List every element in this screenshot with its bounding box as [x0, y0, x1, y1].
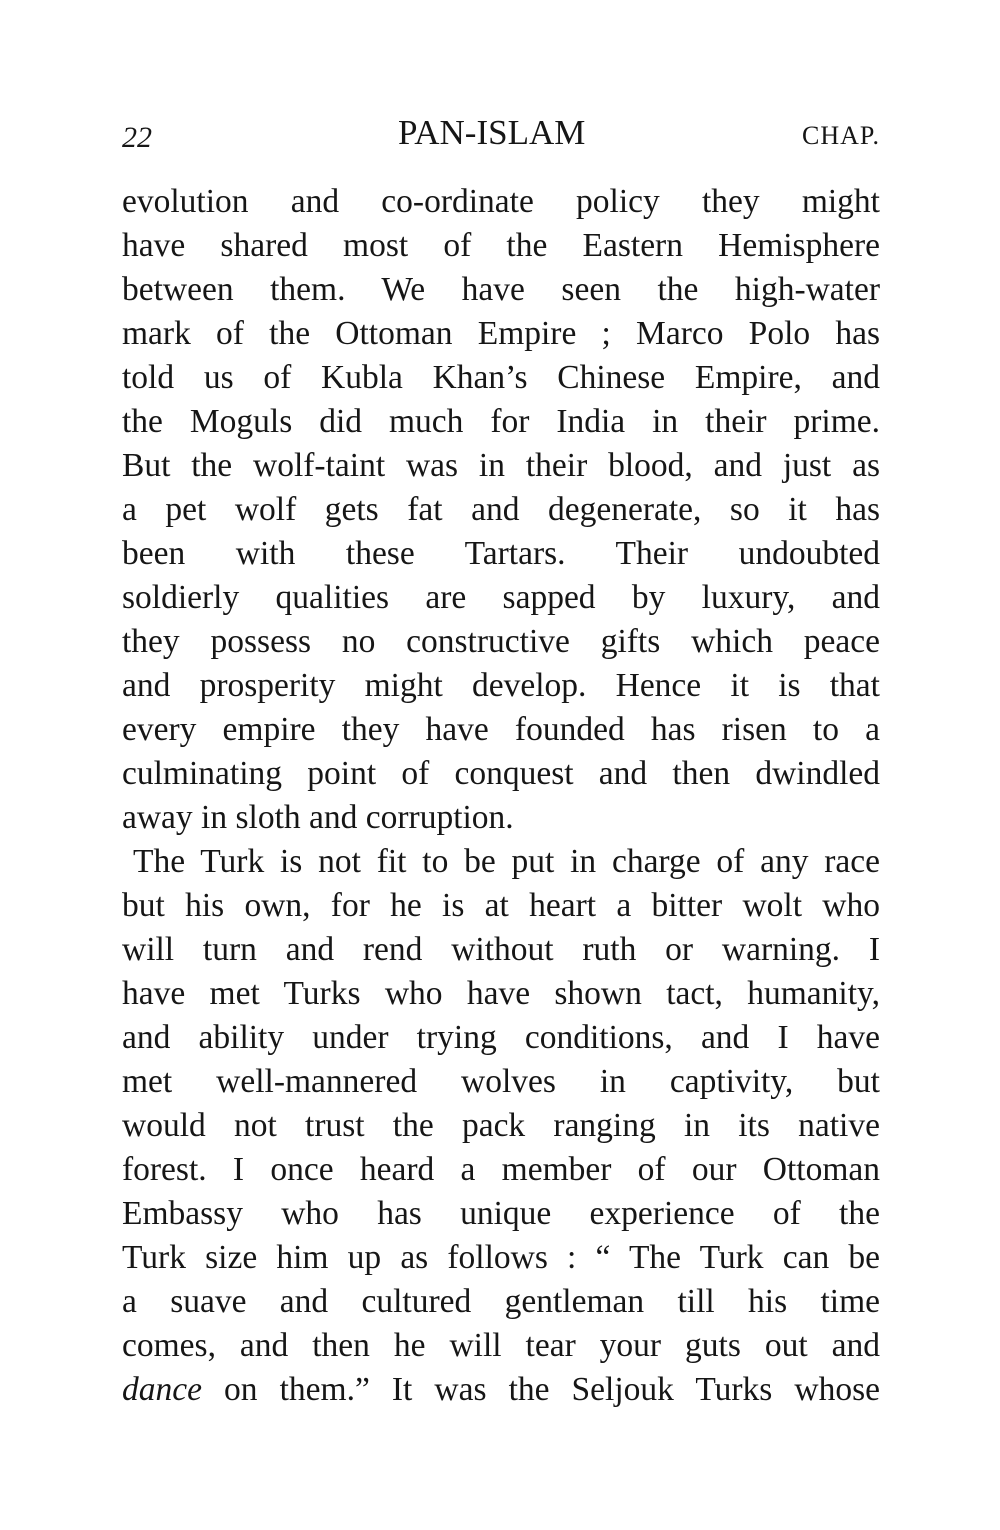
text-line: and ability under trying conditions, and I have — [122, 1019, 880, 1056]
text-line: evolution and co-ordinate policy they might — [122, 183, 880, 220]
text-line: would not trust the pack ranging in its native — [122, 1107, 880, 1144]
text-line: away in sloth and corruption. — [122, 799, 514, 836]
text-line: have met Turks who have shown tact, humanity, — [122, 975, 880, 1012]
text-line: a pet wolf gets fat and degenerate, so it has — [122, 491, 880, 528]
text-line: been with these Tartars. Their undoubted — [122, 535, 880, 572]
text-line: soldierly qualities are sapped by luxury, and — [122, 579, 880, 616]
text-line: have shared most of the Eastern Hemisphere — [122, 227, 880, 264]
text-line: The Turk is not fit to be put in charge of any race — [133, 843, 880, 880]
text-line-remainder: on them.” It was the Seljouk Turks whose — [202, 1371, 880, 1408]
text-line: but his own, for he is at heart a bitter wolt who — [122, 887, 880, 924]
text-line: every empire they have founded has risen to a — [122, 711, 880, 748]
text-line: met well-mannered wolves in captivity, but — [122, 1063, 880, 1100]
text-line: mark of the Ottoman Empire ; Marco Polo has — [122, 315, 880, 352]
text-line: culminating point of conquest and then dwindled — [122, 755, 880, 792]
text-line: between them. We have seen the high-water — [122, 271, 880, 308]
text-line: Turk size him up as follows : “ The Turk can be — [122, 1239, 880, 1276]
text-line: forest. I once heard a member of our Ottoman — [122, 1151, 880, 1188]
text-line: comes, and then he will tear your guts out and — [122, 1327, 880, 1364]
text-line: and prosperity might develop. Hence it is that — [122, 667, 880, 704]
page-header — [122, 113, 880, 157]
paragraph-2 — [122, 840, 880, 1412]
running-title: PAN-ISLAM — [398, 113, 586, 152]
text-line: told us of Kubla Khan’s Chinese Empire, and — [122, 359, 880, 396]
text-line: But the wolf-taint was in their blood, and just as — [122, 447, 880, 484]
body-text — [122, 180, 880, 1412]
text-line: will turn and rend without ruth or warning. I — [122, 931, 880, 968]
text-line: they possess no constructive gifts which peace — [122, 623, 880, 660]
text-line-final — [122, 1368, 880, 1412]
chapter-label: CHAP. — [802, 121, 880, 150]
text-line: a suave and cultured gentleman till his time — [122, 1283, 880, 1320]
paragraph-1 — [122, 180, 880, 840]
text-line: the Moguls did much for India in their prime. — [122, 403, 880, 440]
text-line: Embassy who has unique experience of the — [122, 1195, 880, 1232]
page-number: 22 — [122, 121, 152, 154]
emphasized-word: dance — [122, 1371, 202, 1408]
